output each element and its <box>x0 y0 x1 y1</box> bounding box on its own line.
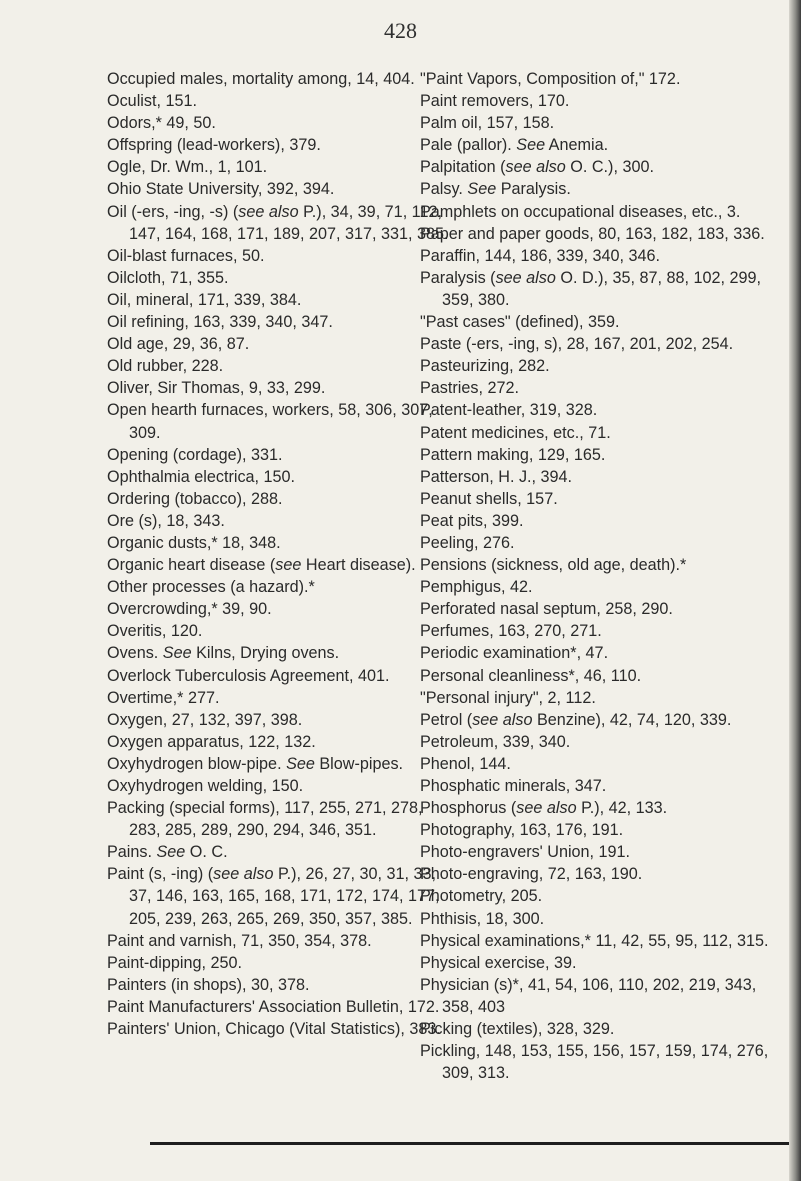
index-entry: Physical examinations,* 11, 42, 55, 95, 112, 315. <box>420 931 769 950</box>
index-entry: Physician (s)*, 41, 54, 106, 110, 202, 219, 343, 358, 403 <box>420 975 757 1016</box>
index-entry: Photography, 163, 176, 191. <box>420 821 624 840</box>
index-entry: Perfumes, 163, 270, 271. <box>420 622 602 641</box>
index-entry: Photo-engravers' Union, 191. <box>420 843 631 862</box>
index-entry: Ohio State University, 392, 394. <box>107 180 335 199</box>
index-entry: Oil refining, 163, 339, 340, 347. <box>107 313 333 332</box>
index-entry: Ophthalmia electrica, 150. <box>107 467 296 486</box>
index-entry: Oil-blast furnaces, 50. <box>107 246 265 265</box>
index-entry: Old age, 29, 36, 87. <box>107 335 250 354</box>
index-entry <box>107 201 457 245</box>
index-entry: Phthisis, 18, 300. <box>420 909 545 928</box>
index-entry <box>107 554 457 576</box>
index-entry: Open hearth furnaces, workers, 58, 306, 307, 309. <box>107 401 433 442</box>
index-entry-text: Petrol ( <box>420 710 473 729</box>
index-entry <box>420 156 775 178</box>
cross-reference-label: see also <box>516 799 577 818</box>
index-entry-text: P.), 34, 39, 71, 112, 147, 164, 168, 171, 189, 207, 317, 331, 385. <box>129 202 449 243</box>
index-entry <box>107 753 457 775</box>
index-entry: Physical exercise, 39. <box>420 953 577 972</box>
index-entry: Phenol, 144. <box>420 754 511 773</box>
index-entry: Patterson, H. J., 394. <box>420 467 573 486</box>
cross-reference-label: see also <box>213 865 274 884</box>
index-entry-text: Paint (s, -ing) ( <box>107 865 214 884</box>
cross-reference-label: See <box>516 136 546 155</box>
index-entry-text: Kilns, Drying ovens. <box>191 644 340 663</box>
index-entry: Pastries, 272. <box>420 379 519 398</box>
index-entry: Painters (in shops), 30, 378. <box>107 975 310 994</box>
index-column-left <box>107 68 457 1040</box>
cross-reference-label: See <box>162 644 192 663</box>
index-entry-text: Pale (pallor). <box>420 136 517 155</box>
cross-reference-label: see also <box>238 202 299 221</box>
index-entry: Pasteurizing, 282. <box>420 357 550 376</box>
index-entry-text: Anemia. <box>545 136 609 155</box>
page-number: 428 <box>384 18 417 43</box>
index-entry: Oil, mineral, 171, 339, 384. <box>107 290 302 309</box>
index-entry: Paste (-ers, -ing, s), 28, 167, 201, 202, 254. <box>420 335 734 354</box>
index-entry: Paint Manufacturers' Association Bulletin, 172. <box>107 997 440 1016</box>
index-entry <box>107 642 457 664</box>
index-entry: Picking (textiles), 328, 329. <box>420 1020 615 1039</box>
index-entry: Overtime,* 277. <box>107 688 220 707</box>
index-entry: Pickling, 148, 153, 155, 156, 157, 159, 174, 276, 309, 313. <box>420 1042 769 1083</box>
index-entry: Offspring (lead-workers), 379. <box>107 136 321 155</box>
index-entry: Odors,* 49, 50. <box>107 114 216 133</box>
index-entry: Perforated nasal septum, 258, 290. <box>420 600 673 619</box>
index-entry-text: Oxyhydrogen blow-pipe. <box>107 754 287 773</box>
index-entry: Old rubber, 228. <box>107 357 224 376</box>
index-entry <box>420 178 775 200</box>
index-entry: Patent medicines, etc., 71. <box>420 423 611 442</box>
index-entry: Patent-leather, 319, 328. <box>420 401 598 420</box>
index-entry: Overitis, 120. <box>107 622 203 641</box>
index-entry: Periodic examination*, 47. <box>420 644 609 663</box>
index-entry: Peeling, 276. <box>420 533 515 552</box>
index-entry-text: Paralysis. <box>496 180 571 199</box>
index-entry: Paint and varnish, 71, 350, 354, 378. <box>107 931 372 950</box>
index-entry: Ore (s), 18, 343. <box>107 511 225 530</box>
index-entry-text: Blow-pipes. <box>314 754 404 773</box>
cross-reference-label: see <box>275 556 302 575</box>
index-entry-text: Heart disease). <box>301 556 416 575</box>
index-entry <box>420 267 775 311</box>
index-entry-text: Ovens. <box>107 644 163 663</box>
index-column-right <box>420 68 775 1084</box>
index-entry-text: O. C. <box>185 843 228 862</box>
index-entry: Organic dusts,* 18, 348. <box>107 533 281 552</box>
index-entry: Overcrowding,* 39, 90. <box>107 600 272 619</box>
index-entry-text: P.), 26, 27, 30, 31, 33, 37, 146, 163, 165, 168, 171, 172, 174, 177, 205, 239, 263, 265, 269, 350, 357, 385. <box>129 865 440 928</box>
index-entry: Oilcloth, 71, 355. <box>107 268 229 287</box>
index-entry: Paint-dipping, 250. <box>107 953 242 972</box>
index-entry: Peat pits, 399. <box>420 511 524 530</box>
index-entry <box>420 709 775 731</box>
page-binding-edge <box>789 0 801 1181</box>
index-entry: Occupied males, mortality among, 14, 404. <box>107 70 415 88</box>
page-bottom-rule <box>150 1142 801 1145</box>
index-entry: Opening (cordage), 331. <box>107 445 283 464</box>
index-entry-text: Palpitation ( <box>420 158 506 177</box>
index-entry <box>420 797 775 819</box>
index-entry-text: Phosphorus ( <box>420 799 517 818</box>
cross-reference-label: See <box>467 180 497 199</box>
cross-reference-label: see also <box>505 158 566 177</box>
index-entry <box>420 134 775 156</box>
index-entry: Paper and paper goods, 80, 163, 182, 183, 336. <box>420 224 765 243</box>
cross-reference-label: See <box>156 843 186 862</box>
index-entry-text: Paralysis ( <box>420 268 496 287</box>
index-entry <box>107 841 457 863</box>
page-bottom-margin <box>0 1143 801 1181</box>
index-entry-text: Organic heart disease ( <box>107 556 276 575</box>
index-entry: Oxygen, 27, 132, 397, 398. <box>107 710 303 729</box>
index-entry-text: Pains. <box>107 843 157 862</box>
index-entry: Pemphigus, 42. <box>420 578 533 597</box>
index-entry-text: Benzine), 42, 74, 120, 339. <box>532 710 732 729</box>
index-entry: Paint removers, 170. <box>420 92 570 111</box>
cross-reference-label: see also <box>495 268 556 287</box>
index-entry: Oxygen apparatus, 122, 132. <box>107 732 316 751</box>
index-entry-text: P.), 42, 133. <box>576 799 668 818</box>
index-entry: Paraffin, 144, 186, 339, 340, 346. <box>420 246 661 265</box>
index-entry-text: Palsy. <box>420 180 468 199</box>
index-entry: "Paint Vapors, Composition of," 172. <box>420 70 681 88</box>
index-entry: Pensions (sickness, old age, death).* <box>420 556 687 575</box>
index-entry: Petroleum, 339, 340. <box>420 732 571 751</box>
index-entry: Packing (special forms), 117, 255, 271, 278, 283, 285, 289, 290, 294, 346, 351. <box>107 799 423 840</box>
index-entry: Oliver, Sir Thomas, 9, 33, 299. <box>107 379 326 398</box>
index-entry: "Past cases" (defined), 359. <box>420 313 620 332</box>
index-entry-text: Oil (-ers, -ing, -s) ( <box>107 202 239 221</box>
index-entry: Personal cleanliness*, 46, 110. <box>420 666 642 685</box>
index-entry: Other processes (a hazard).* <box>107 578 315 597</box>
cross-reference-label: See <box>286 754 315 773</box>
index-entry-text: O. C.), 300. <box>565 158 654 177</box>
index-entry: Photo-engraving, 72, 163, 190. <box>420 865 643 884</box>
index-entry: Pattern making, 129, 165. <box>420 445 606 464</box>
cross-reference-label: see also <box>472 710 533 729</box>
index-entry: Palm oil, 157, 158. <box>420 114 555 133</box>
index-entry <box>107 863 457 929</box>
index-entry: Photometry, 205. <box>420 887 543 906</box>
index-entry: Ordering (tobacco), 288. <box>107 489 283 508</box>
index-entry: Overlock Tuberculosis Agreement, 401. <box>107 666 390 685</box>
index-entry: Phosphatic minerals, 347. <box>420 777 607 795</box>
index-entry: Oculist, 151. <box>107 92 197 111</box>
index-entry: "Personal injury", 2, 112. <box>420 688 596 707</box>
index-entry: Ogle, Dr. Wm., 1, 101. <box>107 158 268 177</box>
index-entry: Painters' Union, Chicago (Vital Statistics), 383. <box>107 1020 441 1039</box>
index-entry: Oxyhydrogen welding, 150. <box>107 777 304 795</box>
index-entry-text: O. D.), 35, 87, 88, 102, 299, 359, 380. <box>442 268 762 309</box>
index-entry: Pamphlets on occupational diseases, etc., 3. <box>420 202 741 221</box>
index-entry: Peanut shells, 157. <box>420 489 558 508</box>
